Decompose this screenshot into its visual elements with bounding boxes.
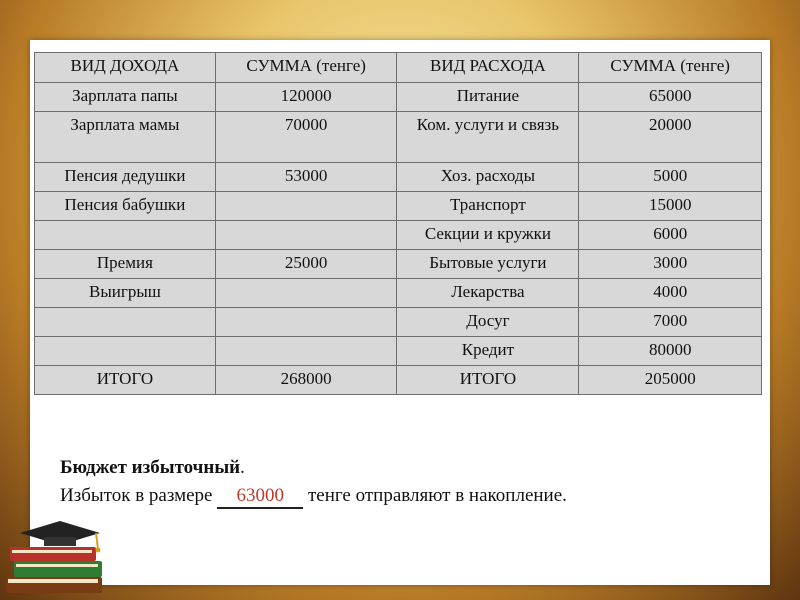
expense-type-cell: Ком. услуги и связь — [397, 112, 579, 163]
income-type-cell: Премия — [35, 250, 216, 279]
income-type-cell: Пенсия дедушки — [35, 163, 216, 192]
income-sum-cell: 25000 — [215, 250, 397, 279]
income-type-cell: Пенсия бабушки — [35, 192, 216, 221]
table-row — [35, 192, 762, 221]
expense-total-label: ИТОГО — [397, 366, 579, 395]
expense-type-cell: Секции и кружки — [397, 221, 579, 250]
header-income-sum: СУММА (тенге) — [215, 53, 397, 83]
income-sum-cell — [215, 221, 397, 250]
table-row — [35, 279, 762, 308]
header-expense-sum: СУММА (тенге) — [579, 53, 762, 83]
expense-sum-cell: 4000 — [579, 279, 762, 308]
income-sum-cell: 120000 — [215, 83, 397, 112]
income-type-cell: Зарплата папы — [35, 83, 216, 112]
expense-sum-cell: 6000 — [579, 221, 762, 250]
table-row — [35, 337, 762, 366]
table-total-row — [35, 366, 762, 395]
verdict-period: . — [240, 457, 245, 478]
table-row — [35, 112, 762, 163]
income-sum-cell — [215, 192, 397, 221]
conclusion-line-1 — [60, 454, 567, 482]
header-income-type: ВИД ДОХОДА — [35, 53, 216, 83]
expense-type-cell: Лекарства — [397, 279, 579, 308]
budget-verdict: Бюджет избыточный — [60, 457, 241, 478]
income-type-cell — [35, 308, 216, 337]
income-total-sum: 268000 — [215, 366, 397, 395]
header-expense-type: ВИД РАСХОДА — [397, 53, 579, 83]
expense-type-cell: Бытовые услуги — [397, 250, 579, 279]
books-with-graduation-cap-icon — [0, 515, 120, 600]
table-header-row — [35, 53, 762, 83]
slide — [30, 40, 770, 585]
expense-sum-cell: 80000 — [579, 337, 762, 366]
expense-sum-cell: 3000 — [579, 250, 762, 279]
surplus-value: 63000 — [217, 485, 303, 509]
expense-type-cell: Хоз. расходы — [397, 163, 579, 192]
table-row — [35, 221, 762, 250]
conclusion-text — [60, 454, 567, 510]
expense-sum-cell: 15000 — [579, 192, 762, 221]
conclusion-line-2 — [60, 482, 567, 510]
income-sum-cell — [215, 308, 397, 337]
income-type-cell — [35, 337, 216, 366]
budget-table — [34, 52, 762, 395]
expense-sum-cell: 20000 — [579, 112, 762, 163]
income-sum-cell: 70000 — [215, 112, 397, 163]
expense-sum-cell: 5000 — [579, 163, 762, 192]
table-row — [35, 250, 762, 279]
income-type-cell: Выигрыш — [35, 279, 216, 308]
surplus-prefix: Избыток в размере — [60, 485, 218, 506]
income-sum-cell — [215, 279, 397, 308]
table-row — [35, 163, 762, 192]
income-sum-cell — [215, 337, 397, 366]
income-type-cell — [35, 221, 216, 250]
surplus-suffix: тенге отправляют в накопление. — [303, 485, 567, 506]
expense-type-cell: Транспорт — [397, 192, 579, 221]
expense-type-cell: Питание — [397, 83, 579, 112]
income-type-cell: Зарплата мамы — [35, 112, 216, 163]
table-row — [35, 308, 762, 337]
expense-sum-cell: 7000 — [579, 308, 762, 337]
income-total-label: ИТОГО — [35, 366, 216, 395]
expense-sum-cell: 65000 — [579, 83, 762, 112]
expense-total-sum: 205000 — [579, 366, 762, 395]
income-sum-cell: 53000 — [215, 163, 397, 192]
table-row — [35, 83, 762, 112]
expense-type-cell: Кредит — [397, 337, 579, 366]
expense-type-cell: Досуг — [397, 308, 579, 337]
